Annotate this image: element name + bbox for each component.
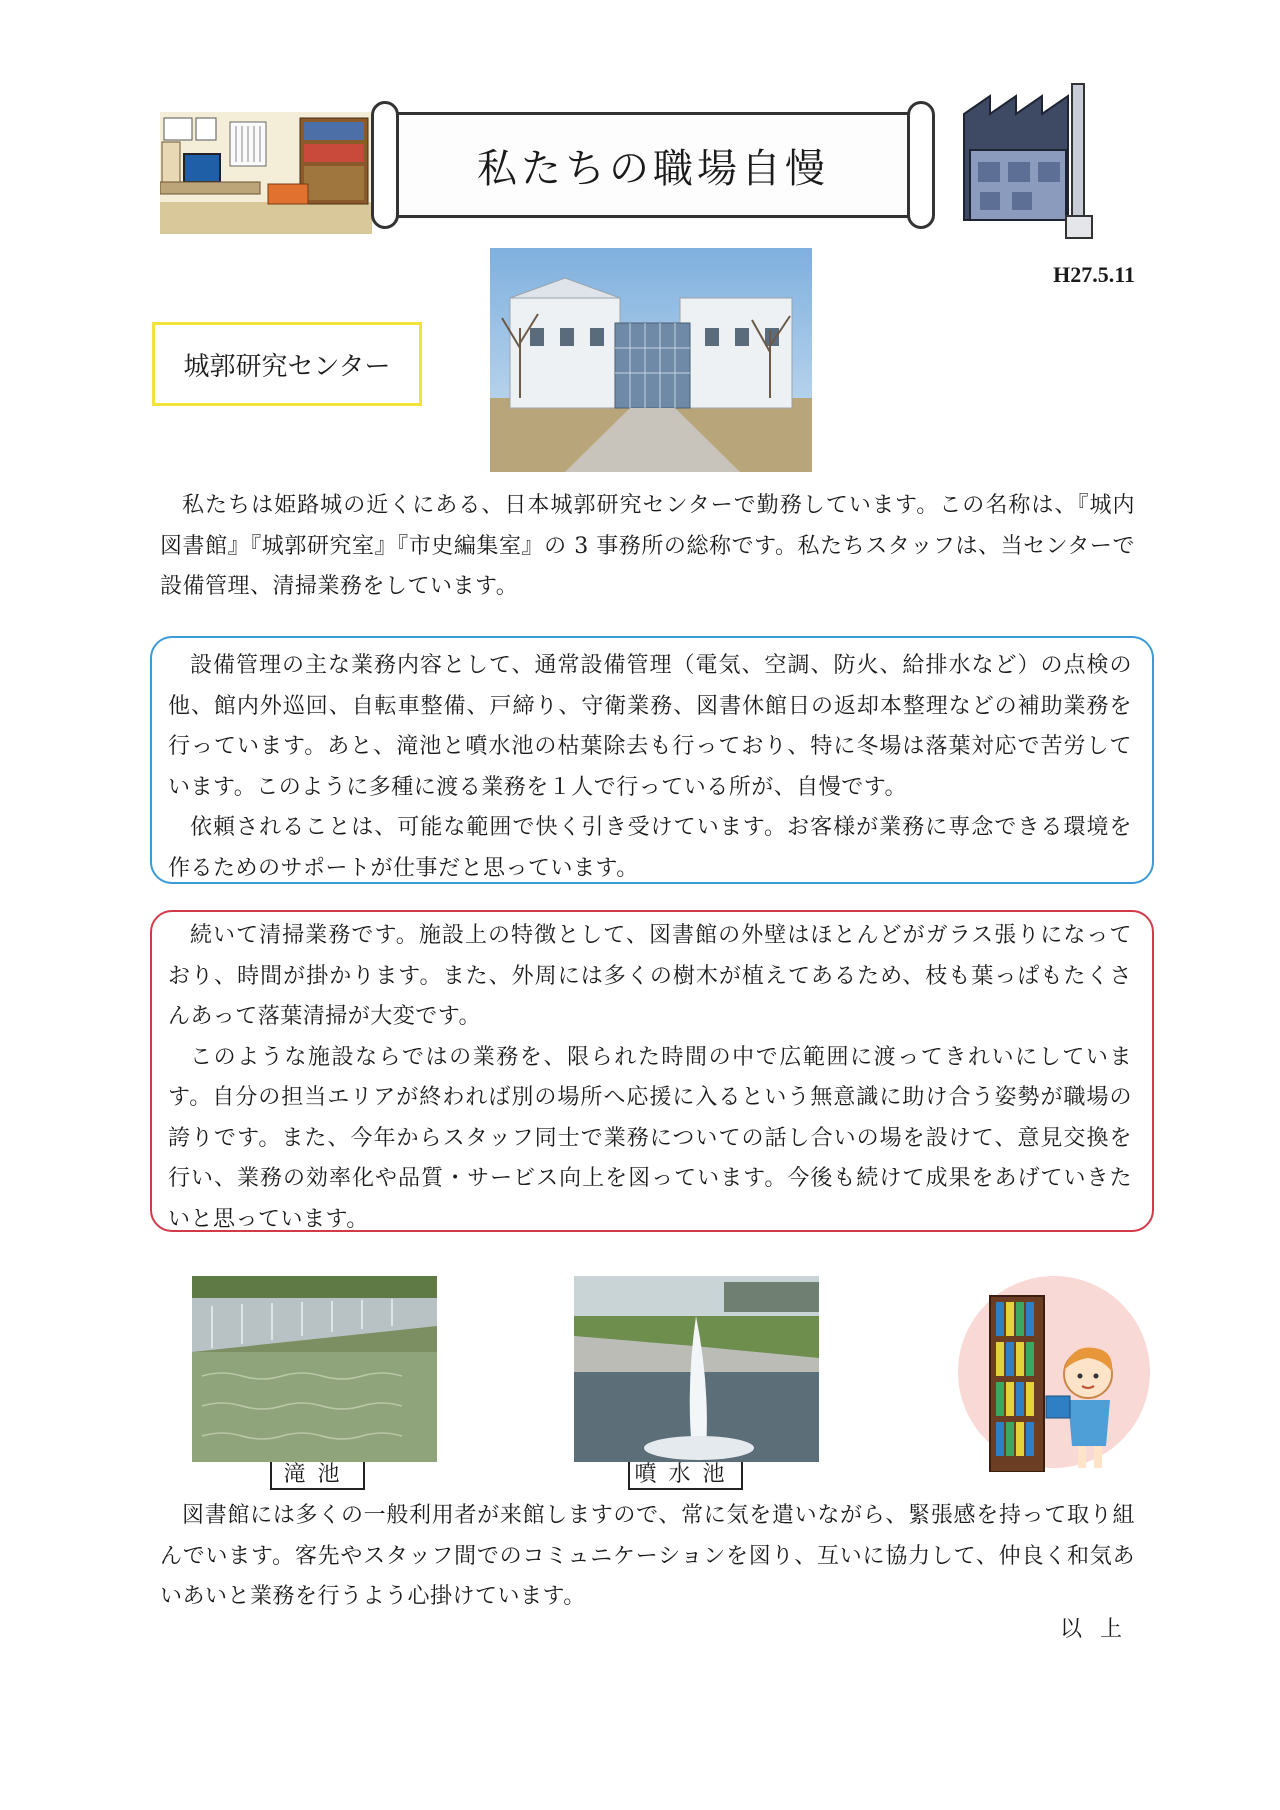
waterfall-pond-photo — [192, 1276, 437, 1462]
cleaning-paragraph-1: 続いて清掃業務です。施設上の特徴として、図書館の外壁はほとんどがガラス張りになっており、時間が掛かります。また、外周には多くの樹木が植えてあるため、枝も葉っぱもたくさんあって落葉清掃が大変です。 — [168, 923, 1132, 1029]
facility-management-box — [150, 636, 1154, 884]
waterfall-caption: 滝池 — [270, 1462, 365, 1490]
intro-paragraph: 私たちは姫路城の近くにある、日本城郭研究センターで勤務しています。この名称は、『城内図書館』『城郭研究室』『市史編集室』の 3 事務所の総称です。私たちスタッフは、当センターで設備管理、清掃業務をしています。 — [160, 493, 1135, 599]
page-title: 私たちの職場自慢 — [477, 146, 829, 192]
factory-icon — [960, 80, 1110, 242]
building-photo — [490, 248, 812, 472]
cleaning-paragraph-2: このような施設ならではの業務を、限られた時間の中で広範囲に渡ってきれいにしています。自分の担当エリアが終われば別の場所へ応援に入るという無意識に助け合う姿勢が職場の誇りです。また、今年からスタッフ同士で業務についての話し合いの場を設けて、意見交換を行い、業務の効率化や品質・サービス向上を図っています。今後も続けて成果をあげていきたいと思っています。 — [168, 1044, 1132, 1232]
facility-paragraph-1: 設備管理の主な業務内容として、通常設備管理（電気、空調、防火、給排水など）の点検の他、館内外巡回、自転車整備、戸締り、守衛業務、図書休館日の返却本整理などの補助業務を行っています。あと、滝池と噴水池の枯葉除去も行っており、特に冬場は落葉対応で苦労しています。このように多種に渡る業務を１人で行っている所が、自慢です。 — [168, 653, 1132, 800]
document-date: H27.5.11 — [1053, 262, 1135, 287]
office-illustration — [160, 112, 372, 234]
title-banner — [390, 112, 916, 218]
facility-paragraph-2: 依頼されることは、可能な範囲で快く引き受けています。お客様が業務に専念できる環境を作るためのサポートが仕事だと思っています。 — [168, 815, 1132, 881]
closing-paragraph: 図書館には多くの一般利用者が来館しますので、常に気を遣いながら、緊張感を持って取り組んでいます。客先やスタッフ間でのコミュニケーションを図り、互いに協力して、仲良く和気あいあいと業務を行うよう心掛けています。 — [160, 1503, 1135, 1609]
sign-off: 以上 — [1060, 1617, 1141, 1642]
section-label — [152, 322, 422, 406]
cleaning-box — [150, 910, 1154, 1232]
fountain-pond-photo — [574, 1276, 819, 1462]
section-label-text: 城郭研究センター — [183, 351, 391, 382]
library-character-illustration — [954, 1276, 1154, 1472]
fountain-caption: 噴水池 — [628, 1462, 743, 1490]
